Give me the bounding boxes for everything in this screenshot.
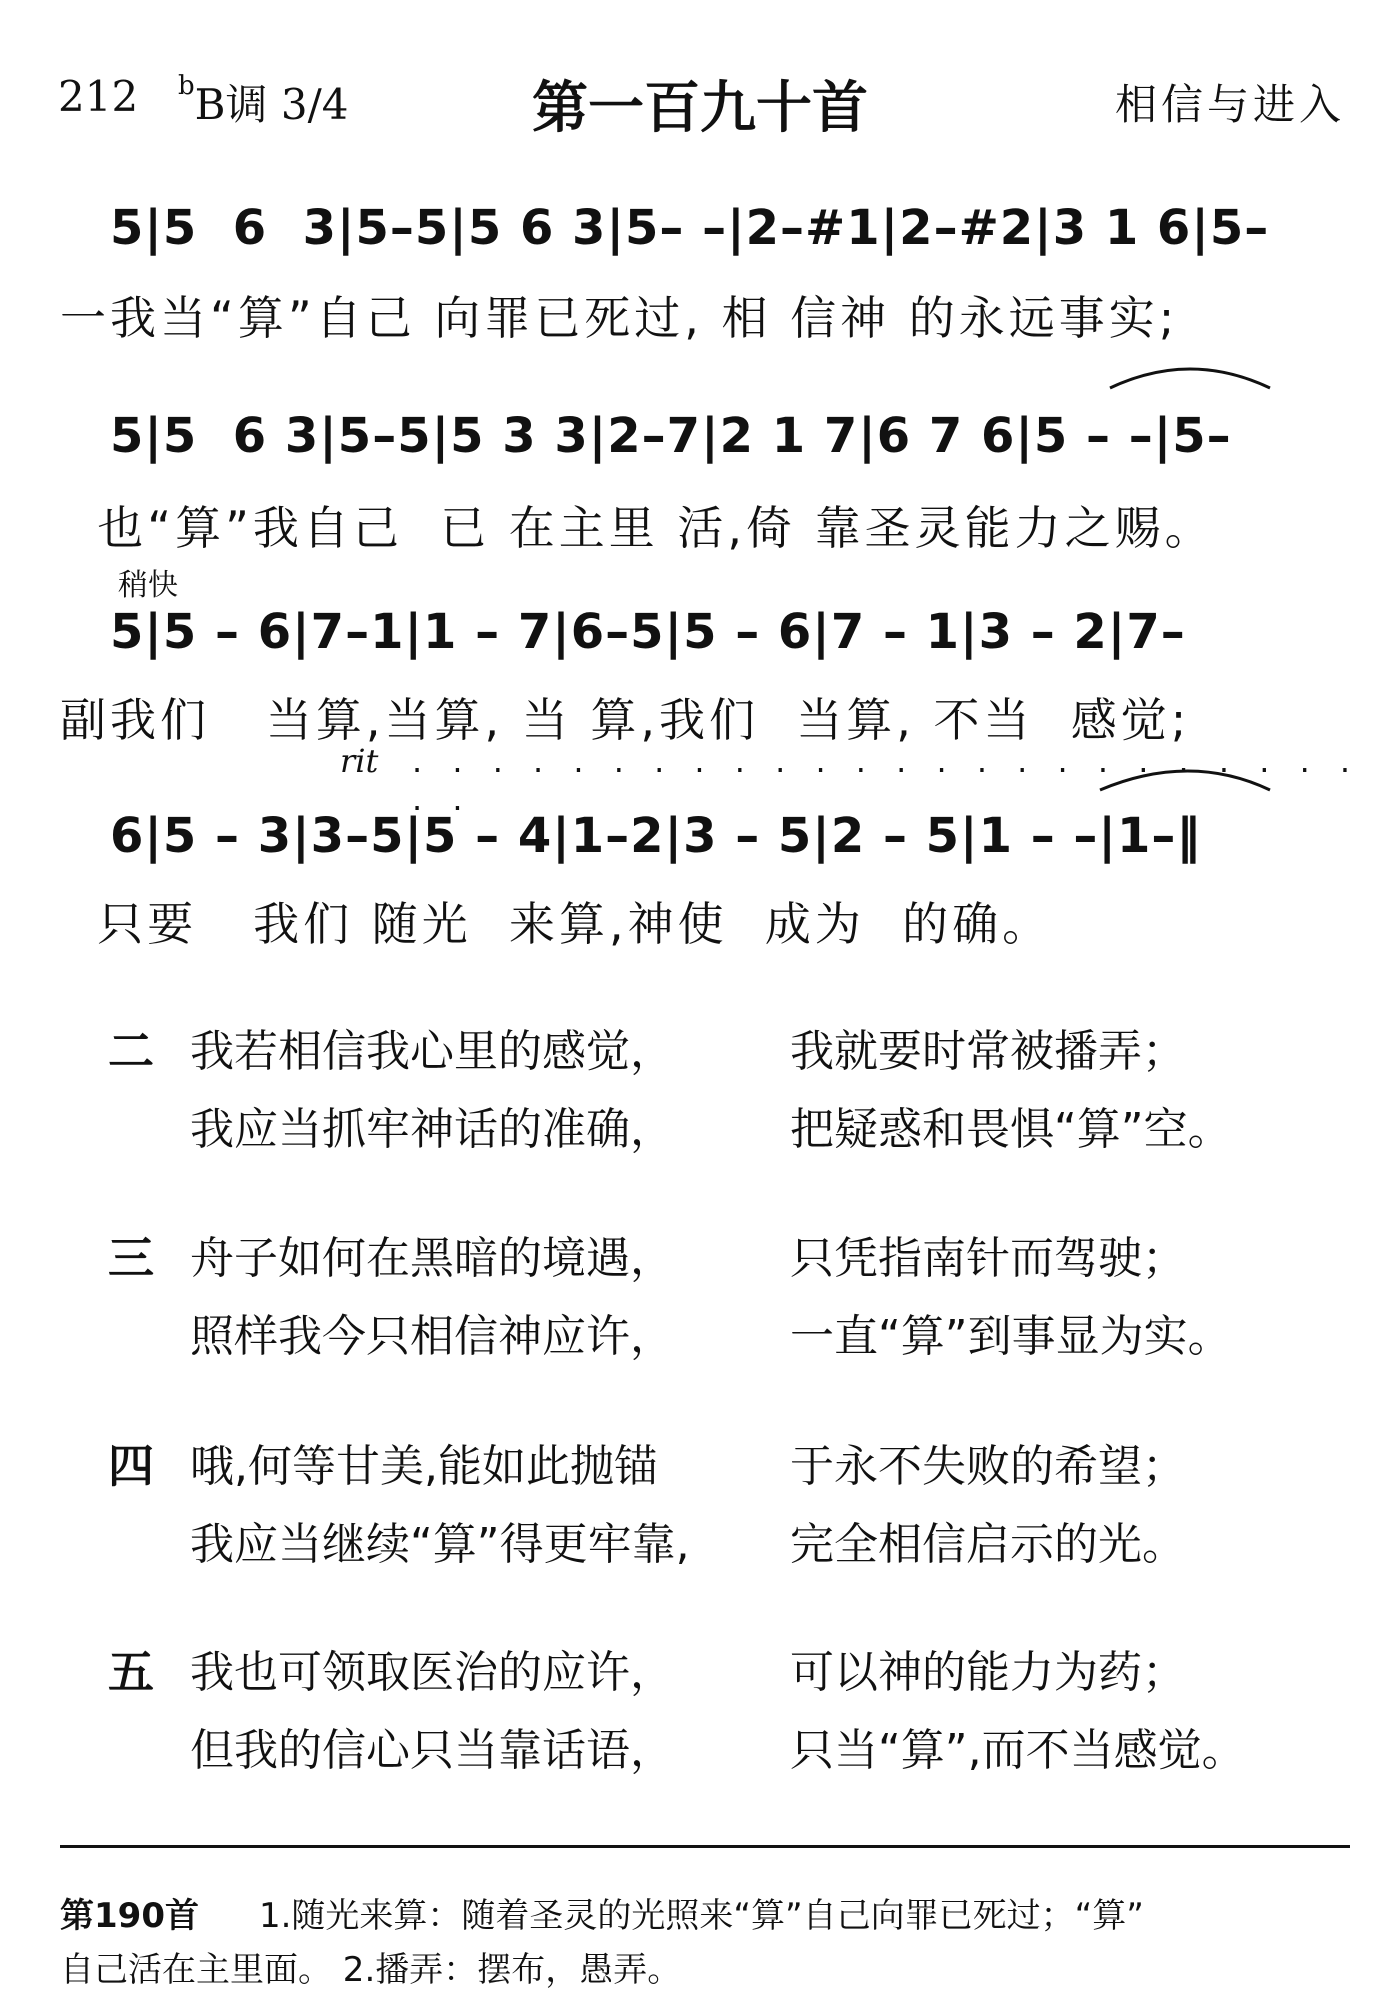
hymn-title: 第一百九十首 (532, 76, 868, 141)
stave-2-lyrics: 也“算”我自己 已 在主里 活,倚 靠圣灵能力之赐。 (60, 501, 1215, 555)
verse-number: 二 (108, 1024, 154, 1078)
ritardando-dots: . . . . . . . . . . . . . . . . . . . . . . . . . . (412, 742, 1361, 818)
verse-line: 哦,何等甘美,能如此抛锚 (190, 1441, 658, 1492)
verse-line: 只当“算”,而不当感觉。 (790, 1725, 1246, 1776)
footnote-line-2: 自己活在主里面。 2.播弄：摆布，愚弄。 (60, 1950, 682, 1990)
footnote-divider (60, 1845, 1350, 1848)
stave-3-notes: 5|5 – 6|7–1|1 – 7|6–5|5 – 6|7 – 1|3 – 2|7– (110, 604, 1186, 660)
ritardando-marking: rit (340, 742, 379, 780)
verse-line: 我也可领取医治的应许， (190, 1647, 674, 1698)
key-text: B调 3/4 (194, 80, 349, 129)
verse-number: 三 (108, 1231, 154, 1285)
stave-2-notes: 5|5 6 3|5–5|5 3 3|2–7|2 1 7|6 7 6|5 – –|5– (110, 408, 1232, 464)
stave-4-lyrics: 只要 我们 随光 来算,神使 成为 的确。 (60, 897, 1053, 951)
verse-line: 我应当继续“算”得更牢靠, (190, 1519, 690, 1570)
verse-number: 五 (108, 1645, 154, 1699)
verse-line: 照样我今只相信神应许， (190, 1311, 674, 1362)
hymn-category: 相信与进入 (1114, 80, 1345, 129)
footnote-label: 第190首 (60, 1896, 199, 1936)
verse-line: 舟子如何在黑暗的境遇， (190, 1233, 674, 1284)
tie-stave-2 (1110, 369, 1270, 388)
footnote-text-1: 1.随光来算：随着圣灵的光照来“算”自己向罪已死过；“算” (258, 1896, 1144, 1936)
verse-line: 只凭指南针而驾驶； (790, 1233, 1186, 1284)
verse-line: 于永不失败的希望； (790, 1441, 1186, 1492)
verse-line: 完全相信启示的光。 (790, 1519, 1186, 1570)
verse-line: 我就要时常被播弄； (790, 1026, 1186, 1077)
verse-line: 可以神的能力为药； (790, 1647, 1186, 1698)
verse-line: 我应当抓牢神话的准确， (190, 1104, 674, 1155)
verse-number: 四 (108, 1439, 154, 1493)
stave-1-lyrics: 一我当“算”自己 向罪已死过, 相 信神 的永远事实; (60, 291, 1179, 345)
stave-1-notes: 5|5 6 3|5–5|5 6 3|5– –|2–#1|2–#2|3 1 6|5– (110, 200, 1270, 256)
flat-sign: b (178, 71, 195, 101)
stave-3-lyrics: 副我们 当算,当算, 当 算,我们 当算, 不当 感觉; (60, 693, 1191, 747)
verse-line: 我若相信我心里的感觉， (190, 1026, 674, 1077)
footnote-line-1 (60, 1888, 1350, 1937)
verse-line: 一直“算”到事显为实。 (790, 1311, 1232, 1362)
page-number: 212 (58, 72, 139, 121)
tempo-marking: 稍快 (118, 568, 178, 603)
verse-line: 但我的信心只当靠话语， (190, 1725, 674, 1776)
verse-line: 把疑惑和畏惧“算”空。 (790, 1104, 1232, 1155)
stave-4-notes: 6|5 – 3|3–5|5 – 4|1–2|3 – 5|2 – 5|1 – –|1–‖ (110, 808, 1202, 864)
